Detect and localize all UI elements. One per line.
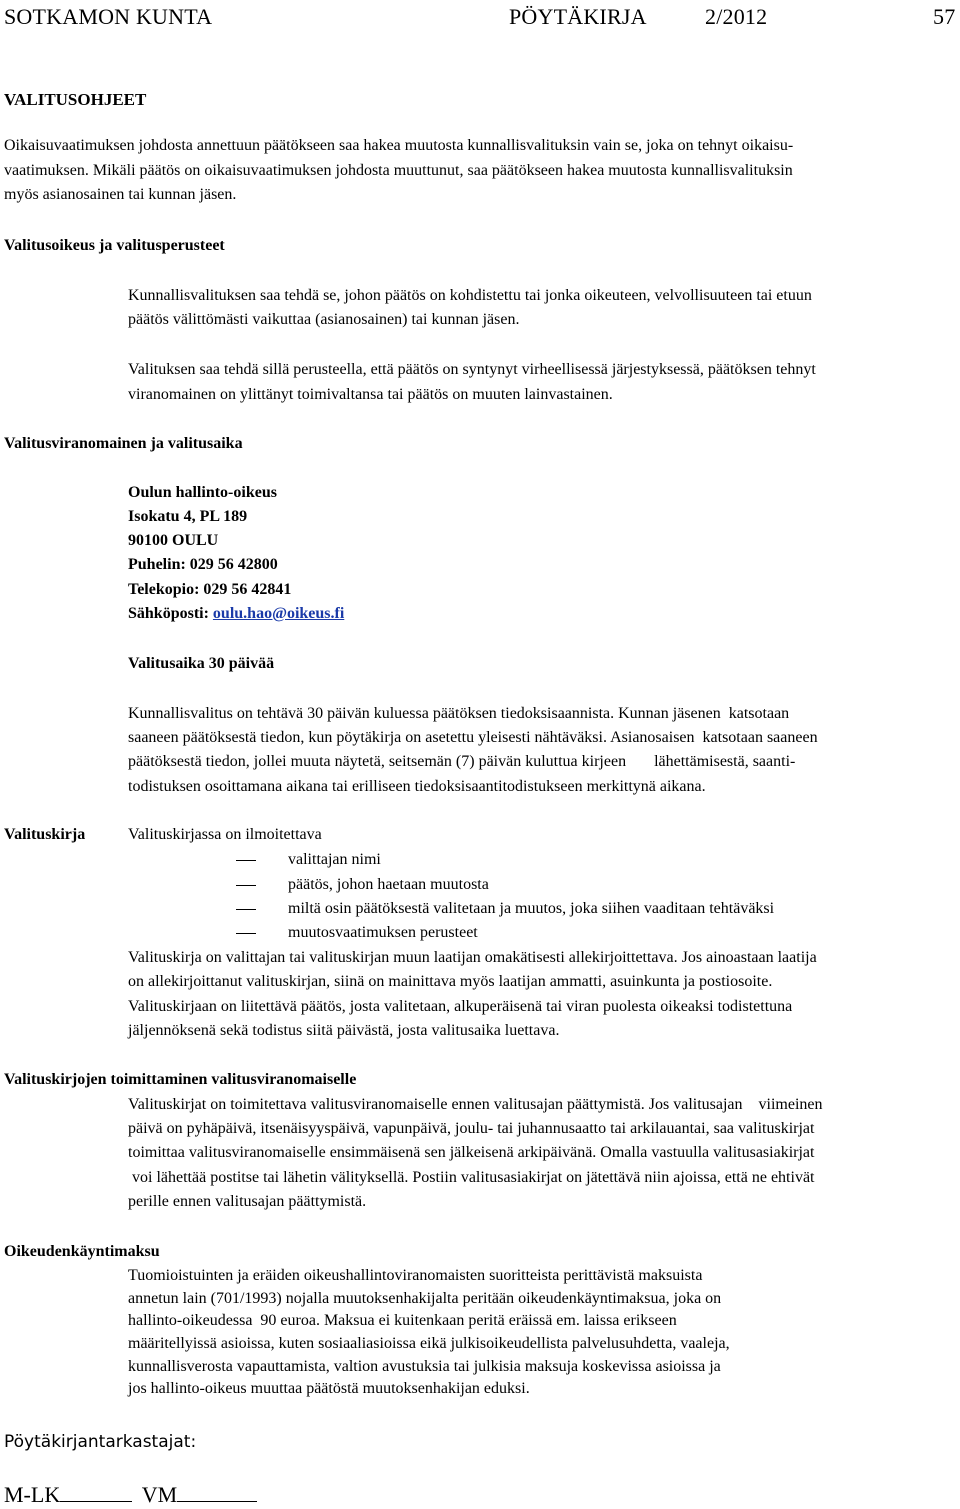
list-item-text: miltä osin päätöksestä valitetaan ja muutos, joka siihen vaaditaan tehtäväksi bbox=[288, 900, 775, 917]
authority-city: 90100 OULU bbox=[128, 532, 219, 549]
section-heading-authority: Valitusviranomainen ja valitusaika bbox=[4, 435, 243, 452]
paragraph-line: annetun lain (701/1993) nojalla muutoksenhakijalta peritään oikeudenkäyntimaksua, joka on bbox=[128, 1290, 722, 1307]
signature-initials-1: M-LK bbox=[4, 1482, 61, 1507]
paragraph-line: päivä on pyhäpäivä, itsenäisyyspäivä, vapunpäivä, joulu- tai juhannusaatto tai arkilauantai, saa valituskirjat bbox=[128, 1120, 815, 1137]
paragraph-line: hallinto-oikeudessa 90 euroa. Maksua ei kuitenkaan peritä eräissä em. laissa erikseen bbox=[128, 1312, 677, 1329]
section-heading-fees: Oikeudenkäyntimaksu bbox=[4, 1243, 160, 1260]
authority-street: Isokatu 4, PL 189 bbox=[128, 508, 248, 525]
paragraph-line: päätös välittömästi vaikuttaa (asianosainen) tai kunnan jäsen. bbox=[128, 311, 520, 328]
intro-line: vaatimuksen. Mikäli päätös on oikaisuvaatimuksen johdosta muuttunut, saa päätökseen hakea muutosta kunnallisvalituksin bbox=[4, 162, 793, 179]
signature-line-2 bbox=[177, 1501, 257, 1502]
paragraph-line: päätöksestä tiedon, jollei muuta näytetä, seitsemän (7) päivän kuluttua kirjeen lähettämisestä, saanti- bbox=[128, 753, 796, 770]
list-item-text: valittajan nimi bbox=[288, 851, 381, 868]
paragraph-line: jäljennöksenä sekä todistus siitä päivästä, josta valitusaika luettava. bbox=[128, 1022, 560, 1039]
dash-bullet bbox=[236, 885, 256, 886]
authority-fax: Telekopio: 029 56 42841 bbox=[128, 581, 292, 598]
paragraph-line: Kunnallisvalitus on tehtävä 30 päivän kuluessa päätöksen tiedoksisaannista. Kunnan jäsenen katsotaan bbox=[128, 705, 790, 722]
dash-bullet bbox=[236, 860, 256, 861]
paragraph-line: Valituskirjat on toimitettava valitusviranomaiselle ennen valitusajan päättymistä. Jos valitusajan viimeinen bbox=[128, 1096, 823, 1113]
header-number: 2/2012 bbox=[705, 4, 768, 29]
signature-row bbox=[4, 1482, 257, 1508]
list-item-text: muutosvaatimuksen perusteet bbox=[288, 924, 478, 941]
intro-line: myös asianosainen tai kunnan jäsen. bbox=[4, 186, 237, 203]
paragraph-line: viranomainen on ylittänyt toimivaltansa tai päätös on muuten lainvastainen. bbox=[128, 386, 613, 403]
paragraph-line: Valituskirjaan on liitettävä päätös, josta valitetaan, alkuperäisenä tai viran puolesta oikeaksi todistettuna bbox=[128, 998, 793, 1015]
signature-initials-2: VM bbox=[141, 1482, 178, 1507]
dash-bullet bbox=[236, 909, 256, 910]
authority-name: Oulun hallinto-oikeus bbox=[128, 484, 277, 501]
header-page-number: 57 bbox=[933, 4, 956, 29]
paragraph-line: todistuksen osoittamana aikana tai erilliseen tiedoksisaantitodistukseen merkittynä aikana. bbox=[128, 778, 706, 795]
section-heading-delivery: Valituskirjojen toimittaminen valitusviranomaiselle bbox=[4, 1071, 357, 1088]
header-municipality: SOTKAMON KUNTA bbox=[4, 4, 213, 29]
authority-email-row bbox=[128, 602, 344, 625]
paragraph-line: Valituskirja on valittajan tai valituskirjan muun laatijan omakätisesti allekirjoittettava. Jos ainoastaan laatija bbox=[128, 949, 817, 966]
paragraph-line: kunnallisverosta vapauttamista, valtion avustuksia tai julkisia maksuja koskevissa asioissa ja bbox=[128, 1358, 721, 1375]
paragraph-line: jos hallinto-oikeus muuttaa päätöstä muutoksenhakijan eduksi. bbox=[128, 1380, 530, 1397]
minutes-checkers-label: Pöytäkirjantarkastajat: bbox=[4, 1432, 197, 1452]
list-item-text: päätös, johon haetaan muutosta bbox=[288, 876, 489, 893]
paragraph-line: perille ennen valitusajan päättymistä. bbox=[128, 1193, 367, 1210]
paragraph-line: Kunnallisvalituksen saa tehdä se, johon päätös on kohdistettu tai jonka oikeuteen, velvollisuuteen tai etuun bbox=[128, 287, 812, 304]
intro-line: Oikaisuvaatimuksen johdosta annettuun päätökseen saa hakea muutosta kunnallisvalituksin vain se, joka on tehnyt oikaisu- bbox=[4, 137, 794, 154]
paragraph-line: saaneen päätöksestä tiedon, kun pöytäkirja on asetettu yleisesti nähtäväksi. Asianosaisen katsotaan saaneen bbox=[128, 729, 818, 746]
section-heading-appeal-right: Valitusoikeus ja valitusperusteet bbox=[4, 237, 225, 254]
valituskirja-side-label: Valituskirja bbox=[4, 826, 86, 843]
email-link[interactable]: oulu.hao@oikeus.fi bbox=[212, 605, 345, 622]
signature-line-1 bbox=[60, 1501, 132, 1502]
authority-phone: Puhelin: 029 56 42800 bbox=[128, 556, 278, 573]
paragraph-line: määritellyissä asioissa, kuten sosiaaliasioissa eikä julkisoikeudellista palvelusuhdetta, vaaleja, bbox=[128, 1335, 730, 1352]
paragraph-line: Tuomioistuinten ja eräiden oikeushallintoviranomaisten suoritteista perittävistä maksuista bbox=[128, 1267, 703, 1284]
paragraph-line: voi lähettää postitse tai lähetin välityksellä. Postiin valitusasiakirjat on jätettävä niin ajoissa, että ne ehtivät bbox=[128, 1169, 815, 1186]
paragraph-line: on allekirjoittanut valituskirjan, siinä on mainittava myös laatijan ammatti, asuinkunta ja postiosoite. bbox=[128, 973, 773, 990]
header-doc-type: PÖYTÄKIRJA bbox=[509, 4, 647, 29]
valituskirja-intro: Valituskirjassa on ilmoitettava bbox=[128, 826, 322, 843]
paragraph-line: Valituksen saa tehdä sillä perusteella, että päätös on syntynyt virheellisessä järjestyksessä, päätöksen tehnyt bbox=[128, 361, 816, 378]
email-label: Sähköposti: bbox=[128, 605, 213, 622]
dash-bullet bbox=[236, 933, 256, 934]
page-title: VALITUSOHJEET bbox=[4, 90, 147, 109]
appeal-period-heading: Valitusaika 30 päivää bbox=[128, 655, 275, 672]
paragraph-line: toimittaa valitusviranomaiselle ensimmäisenä sen jälkeisenä arkipäivänä. Omalla vastuulla valitusasiakirjat bbox=[128, 1144, 815, 1161]
